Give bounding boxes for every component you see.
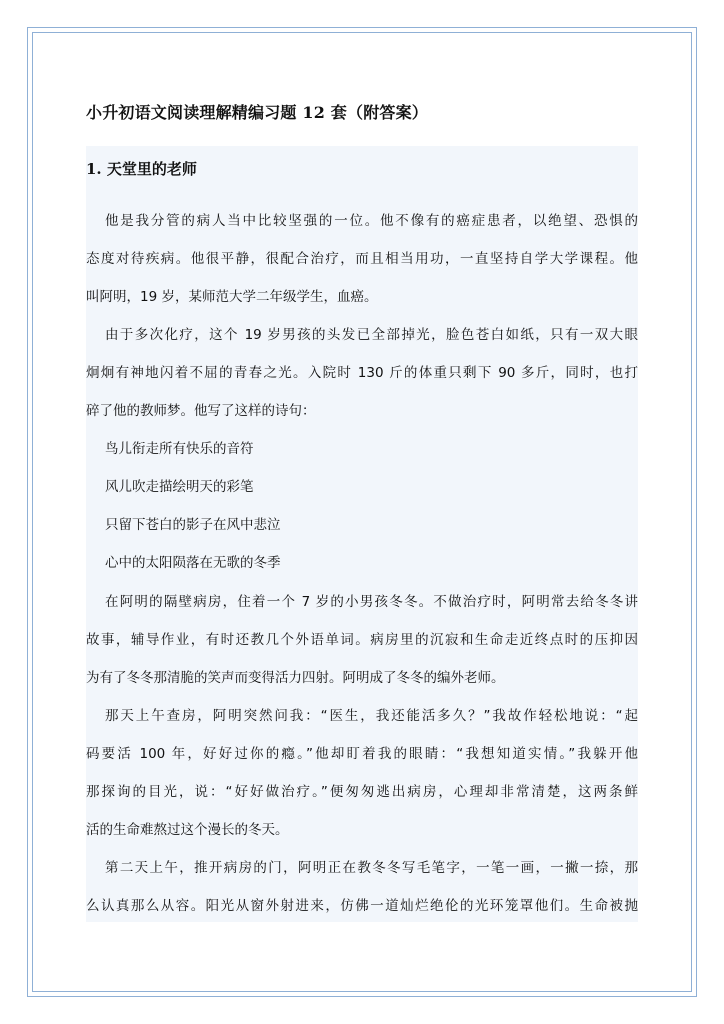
paragraph-line: 码要活 100 年，好好过你的瘾。”他却盯着我的眼睛：“我想知道实情。”我躲开他 [86,746,638,762]
paragraph-line: 由于多次化疗，这个 19 岁男孩的头发已全部掉光，脸色苍白如纸，只有一双大眼 [105,327,638,343]
paragraph-line: 么认真那么从容。阳光从窗外射进来，仿佛一道灿烂绝伦的光环笼罩他们。生命被抛 [86,898,638,914]
poem-line: 鸟儿衔走所有快乐的音符 [105,441,254,457]
section-heading: 1. 天堂里的老师 [86,160,197,178]
paragraph-line: 在阿明的隔壁病房，住着一个 7 岁的小男孩冬冬。不做治疗时，阿明常去给冬冬讲 [105,594,638,610]
poem-line: 风儿吹走描绘明天的彩笔 [105,479,254,495]
paragraph-line: 故事，辅导作业，有时还教几个外语单词。病房里的沉寂和生命走近终点时的压抑因 [86,632,638,648]
paragraph-line: 那天上午查房，阿明突然问我：“医生，我还能活多久？”我故作轻松地说：“起 [105,708,638,724]
paragraph-line: 叫阿明，19 岁，某师范大学二年级学生，血癌。 [86,289,378,305]
paragraph-line: 炯炯有神地闪着不屈的青春之光。入院时 130 斤的体重只剩下 90 多斤，同时，也打 [86,365,638,381]
poem-line: 只留下苍白的影子在风中悲泣 [105,517,281,533]
paragraph-line: 碎了他的教师梦。他写了这样的诗句： [86,403,316,419]
paragraph-line: 为有了冬冬那清脆的笑声而变得活力四射。阿明成了冬冬的编外老师。 [86,670,505,686]
poem-line: 心中的太阳陨落在无歌的冬季 [105,555,281,571]
paragraph-line: 活的生命难熬过这个漫长的冬天。 [86,822,289,838]
paragraph-line: 他是我分管的病人当中比较坚强的一位。他不像有的癌症患者，以绝望、恐惧的 [105,213,638,229]
paragraph-line: 那探询的目光，说：“好好做治疗。”便匆匆逃出病房，心理却非常清楚，这两条鲜 [86,784,638,800]
document-title: 小升初语文阅读理解精编习题 12 套（附答案） [86,103,429,122]
paragraph-line: 态度对待疾病。他很平静，很配合治疗，而且相当用功，一直坚持自学大学课程。他 [86,251,638,267]
paragraph-line: 第二天上午，推开病房的门，阿明正在教冬冬写毛笔字，一笔一画，一撇一捺，那 [105,860,638,876]
